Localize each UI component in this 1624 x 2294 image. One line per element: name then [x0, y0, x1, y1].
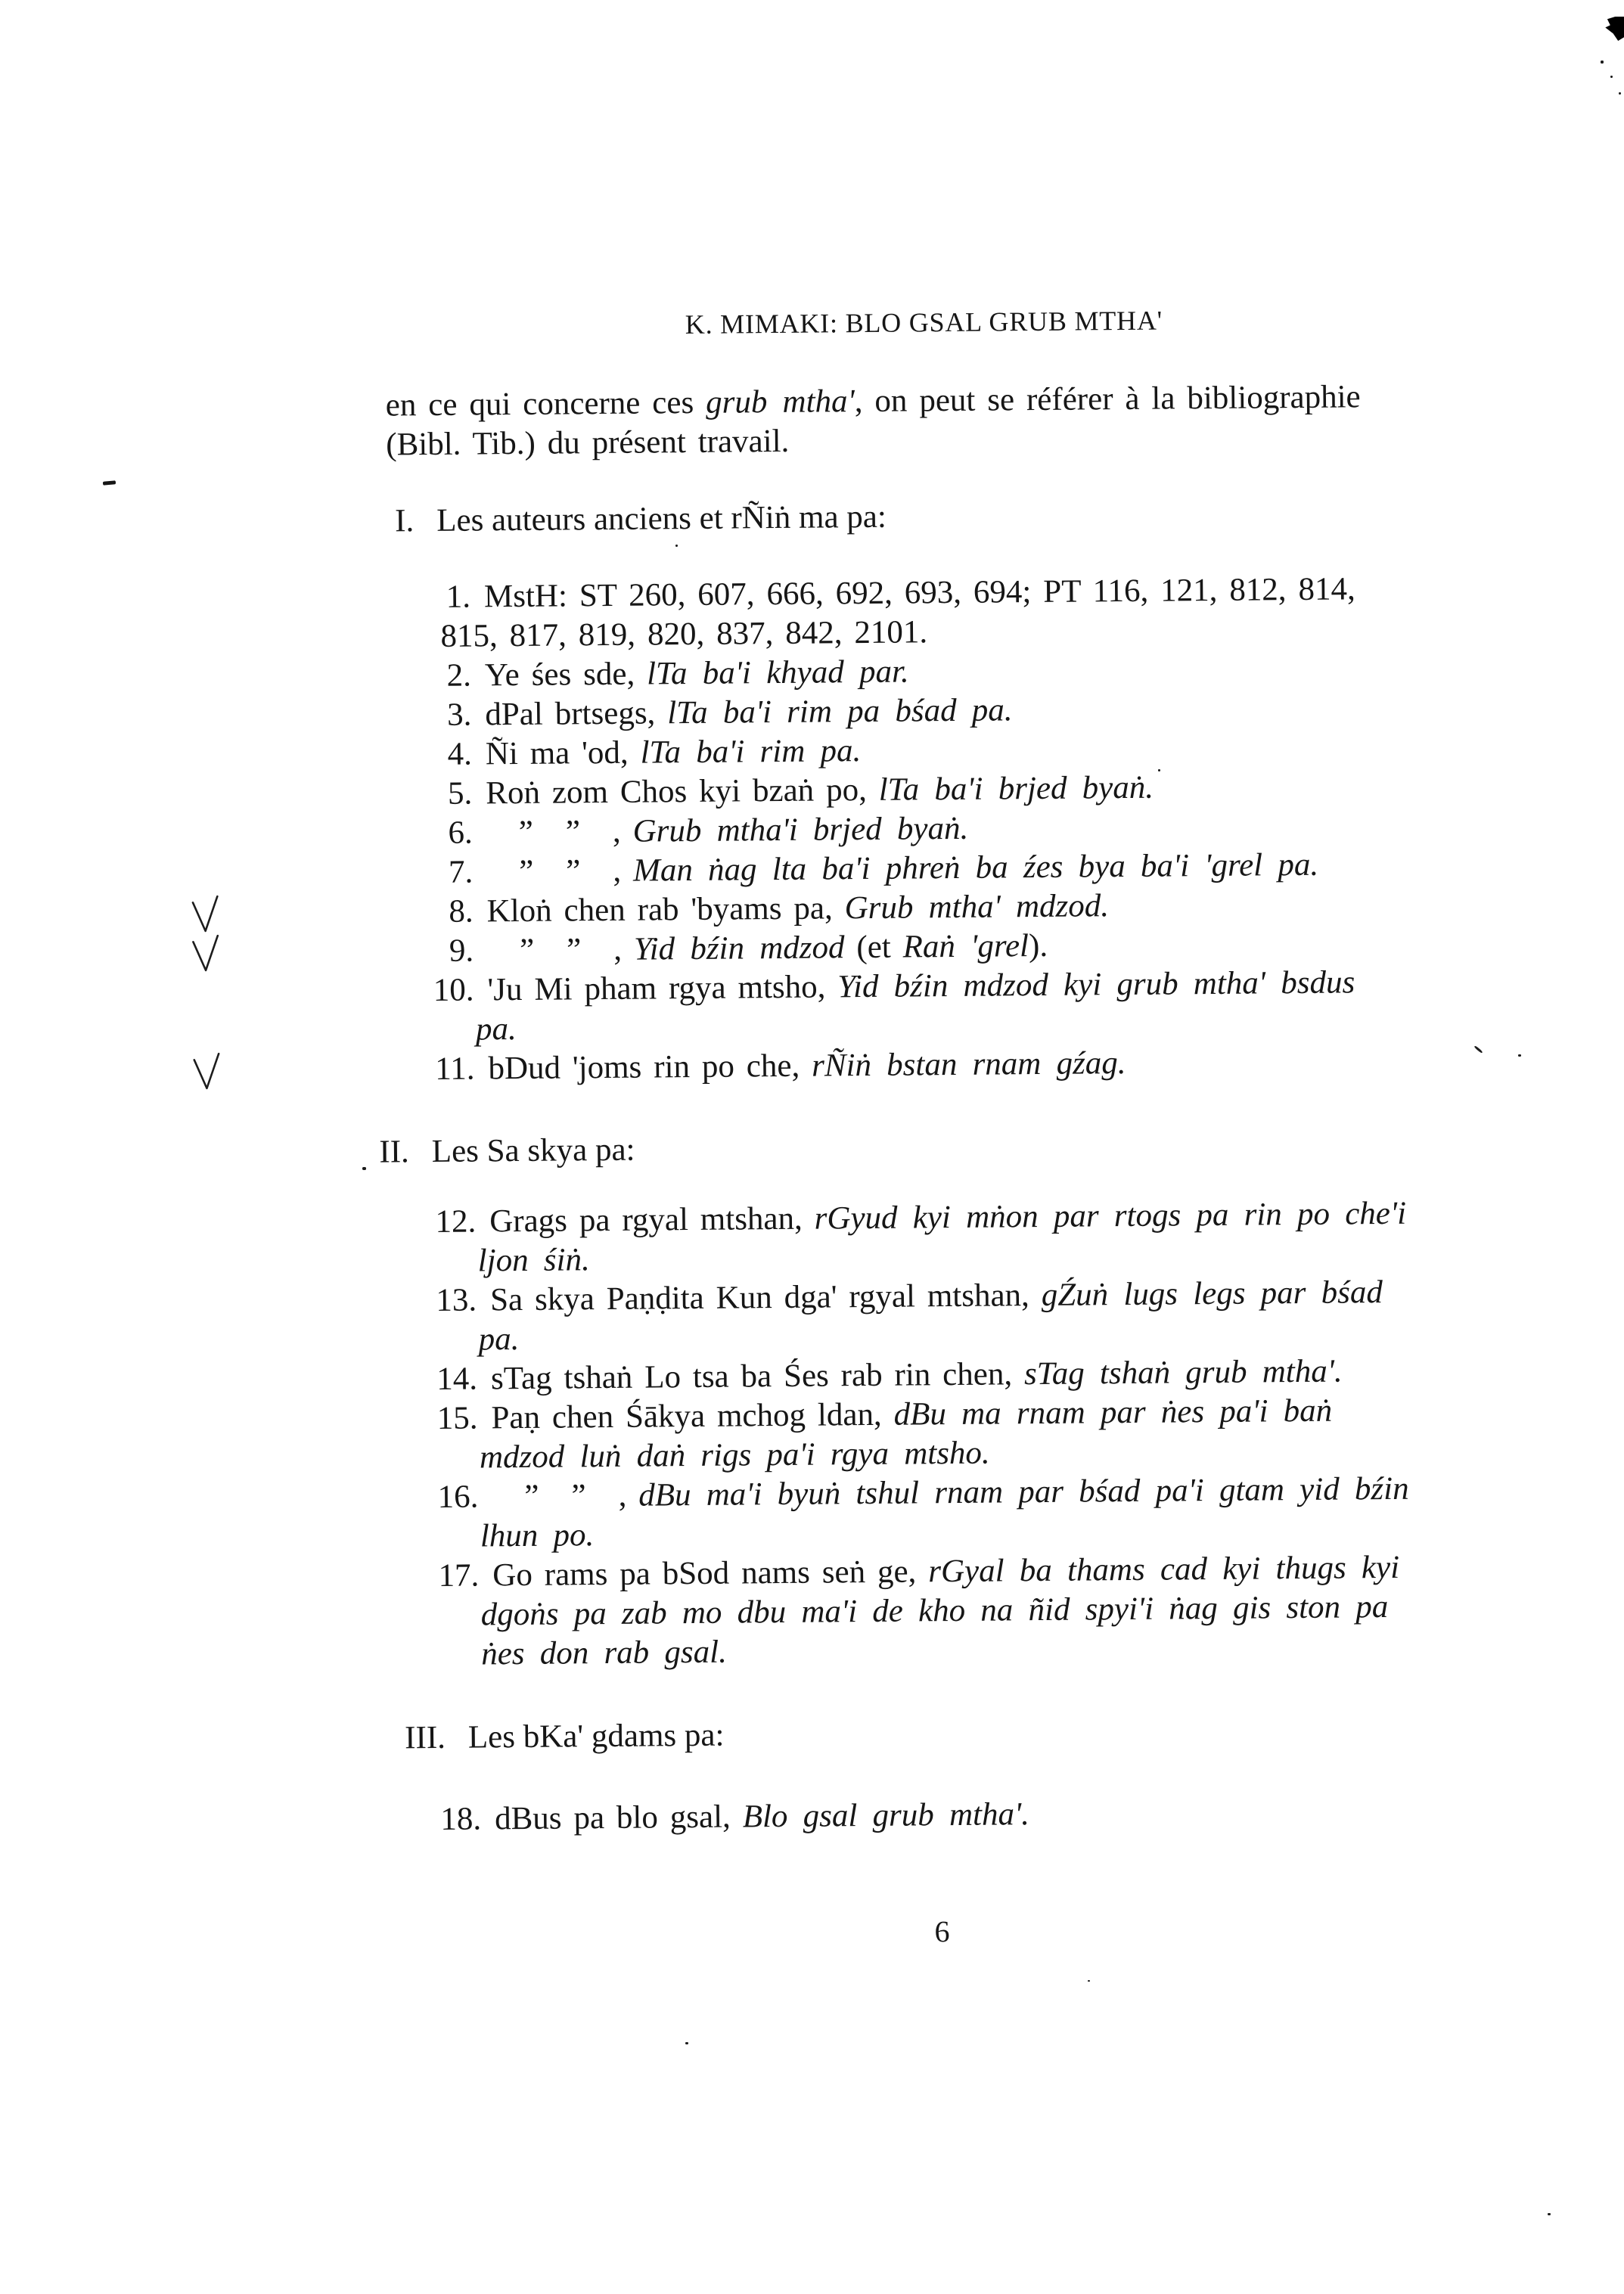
scan-speck: [362, 1167, 366, 1170]
work-title: dBu ma'i byuṅ tshul rnam par bśad pa'i gtam yid bźin: [638, 1470, 1409, 1513]
item-number: 12.: [435, 1203, 477, 1240]
plain-text: (et: [844, 929, 903, 966]
item-number: 8.: [449, 893, 474, 930]
scan-speck: [1158, 769, 1160, 771]
bibliography-item: [393, 1194, 1513, 1282]
work-title: Yid bźin mdzod: [633, 930, 845, 967]
bibliography-item: [393, 1272, 1514, 1361]
work-title: rGyal ba thams cad kyi thugs kyi: [928, 1549, 1400, 1590]
section-heading: [395, 492, 1506, 542]
scan-speck: [1619, 92, 1621, 95]
plain-text: Roṅ zom Chos kyi bzaṅ po,: [486, 771, 879, 812]
item-number: 11.: [435, 1051, 475, 1087]
plain-text: 'Ju Mi pham rgya mtsho,: [487, 969, 838, 1008]
item-number: 1.: [446, 579, 471, 615]
plain-text: sTag tshaṅ Lo tsa ba Śes rab rin chen,: [490, 1356, 1025, 1397]
item-number: 5.: [447, 775, 473, 812]
plain-text: Sa skya Paṇḍita Kun dga' rgyal mtshan,: [489, 1277, 1042, 1318]
handwritten-checkmark-icon: [192, 1053, 224, 1092]
bibliography-item: [398, 1791, 1517, 1840]
item-number: 16.: [437, 1479, 479, 1515]
item-number: 3.: [446, 697, 472, 733]
item-number: 7.: [448, 854, 474, 890]
section-heading: [405, 1709, 1517, 1759]
work-title: pa.: [478, 1321, 520, 1358]
bibliography-item: [387, 569, 1508, 657]
plain-text: (Bibl. Tib.) du présent travail.: [386, 423, 790, 463]
work-title: rÑiṅ bstan rnam gźag.: [811, 1045, 1126, 1084]
item-number: 9.: [449, 933, 474, 969]
work-title: dgoṅs pa zab mo dbu ma'i de kho na ñid spyi'i ṅag gis ston pa: [480, 1588, 1389, 1633]
section: [397, 1709, 1517, 1840]
work-title: Blo gsal grub mtha'.: [742, 1796, 1030, 1835]
work-title: lTa ba'i rim pa bśad pa.: [667, 692, 1013, 731]
work-title: lTa ba'i rim pa.: [640, 733, 862, 771]
work-title: mdzod luṅ daṅ rigs pa'i rgya mtsho.: [479, 1435, 990, 1476]
item-number: 14.: [436, 1361, 478, 1397]
work-title: sTag tshaṅ grub mtha'.: [1023, 1353, 1343, 1392]
work-title: lTa ba'i khyad par.: [646, 653, 909, 692]
item-number: 2.: [446, 657, 472, 694]
scan-speck: [1548, 2213, 1551, 2215]
item-number: 13.: [436, 1282, 477, 1318]
work-title: rGyud kyi mṅon par rtogs pa rin po che'i: [814, 1195, 1407, 1237]
scan-corner-blob: [1604, 17, 1624, 41]
running-header: K. MIMAKI: BLO GSAL GRUB MTHA': [685, 305, 1163, 340]
bibliography-item: [396, 1547, 1516, 1675]
plain-text: Ye śes sde,: [484, 656, 647, 694]
item-number: 4.: [447, 736, 473, 772]
item-number: 15.: [436, 1400, 478, 1436]
section-number: I.: [394, 503, 415, 539]
work-title: ljon śiṅ.: [477, 1242, 590, 1279]
section-title: Les auteurs anciens et rÑiṅ ma pa:: [436, 498, 887, 539]
bibliography-item: [395, 1469, 1515, 1557]
plain-text: dBus pa blo gsal,: [494, 1799, 743, 1837]
work-title: ṅes don rab gsal.: [481, 1634, 728, 1672]
plain-text: ” ” ,: [492, 1477, 639, 1515]
item-number: 17.: [438, 1557, 480, 1594]
section: [387, 492, 1511, 1090]
handwritten-checkmark-icon: [191, 896, 222, 935]
scan-speck: [675, 545, 678, 547]
item-number: 6.: [448, 815, 473, 851]
intro-paragraph: [386, 377, 1506, 465]
plain-text: Go rams pa bSod nams seṅ ge,: [492, 1554, 929, 1594]
plain-text: 815, 817, 819, 820, 837, 842, 2101.: [440, 614, 928, 654]
sections: [379, 492, 1517, 1840]
work-title: pa.: [475, 1011, 517, 1048]
plain-text: dPal brtsegs,: [485, 695, 668, 733]
bibliography-item: [394, 1390, 1514, 1479]
plain-text: en ce qui concerne ces: [385, 384, 706, 424]
plain-text: ).: [1028, 927, 1048, 964]
work-title: lhun po.: [480, 1517, 595, 1554]
section-heading: [379, 1123, 1511, 1172]
work-title: Grub mtha'i brjed byaṅ.: [632, 810, 969, 849]
plain-text: , on peut se référer à la bibliographie: [854, 379, 1361, 420]
plain-text: Paṇ chen Śākya mchog ldan,: [491, 1396, 894, 1436]
plain-text: ” ” ,: [486, 852, 634, 890]
plain-text: MstH: ST 260, 607, 666, 692, 693, 694; PT 116, 121, 812, 814,: [483, 571, 1355, 615]
plain-text: bDud 'joms rin po che,: [488, 1048, 812, 1087]
work-title: gŹuṅ lugs legs par bśad: [1041, 1274, 1383, 1313]
work-title: Grub mtha' mdzod.: [844, 888, 1110, 927]
scan-speck: [685, 2042, 688, 2044]
item-number: 10.: [433, 972, 474, 1008]
scan-speck: [1610, 76, 1613, 78]
plain-text: Ñi ma 'od,: [485, 734, 641, 772]
plain-text: Grags pa rgyal mtshan,: [489, 1200, 815, 1240]
work-title: Yid bźin mdzod kyi grub mtha' bsdus: [837, 964, 1355, 1005]
plain-text: ” ” ,: [486, 813, 633, 851]
margin-dash-mark: [103, 480, 116, 485]
item-number: 18.: [440, 1801, 482, 1837]
page-number: 6: [934, 1914, 950, 1949]
section-number: III.: [404, 1719, 446, 1756]
plain-text: ” ” ,: [486, 931, 635, 969]
section: [379, 1123, 1516, 1675]
plain-text: Kloṅ chen rab 'byams pa,: [486, 890, 845, 930]
section-number: II.: [379, 1134, 410, 1170]
handwritten-checkmark-icon: [191, 935, 223, 974]
section-title: Les bKa' gdams pa:: [467, 1717, 725, 1755]
work-title: Raṅ 'grel: [902, 928, 1029, 965]
section-title: Les Sa skya pa:: [431, 1131, 635, 1170]
scan-speck: [1088, 1980, 1090, 1982]
work-title: lTa ba'i brjed byaṅ.: [878, 769, 1154, 808]
scan-speck: [1601, 61, 1604, 64]
bibliography-item: [390, 962, 1511, 1051]
scan-speck: [1518, 1054, 1521, 1057]
item-first-line: [398, 1791, 1517, 1840]
work-title: grub mtha': [705, 383, 855, 421]
document-body: [379, 298, 1519, 1957]
work-title: dBu ma rnam par ṅes pa'i baṅ: [893, 1392, 1333, 1433]
work-title: Man ṅag lta ba'i phreṅ ba źes bya ba'i 'grel pa.: [632, 846, 1319, 889]
